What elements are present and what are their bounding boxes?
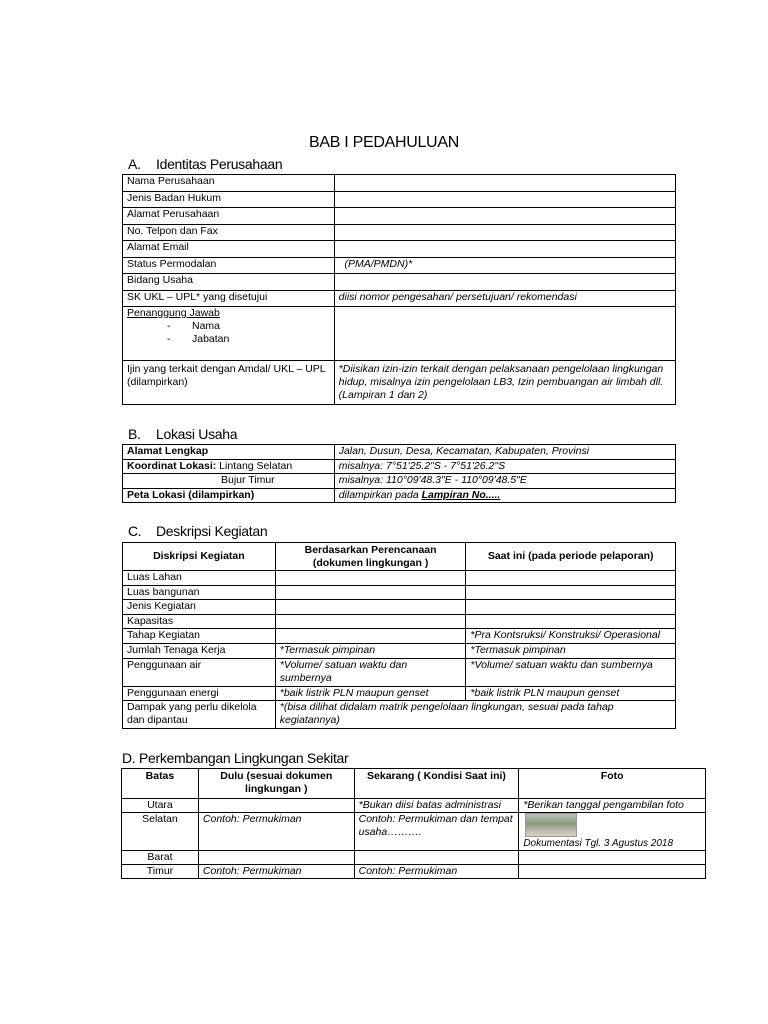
col-header: Sekarang ( Kondisi Saat ini) xyxy=(354,769,519,799)
row-value xyxy=(334,241,675,258)
lintang-label: Lintang Selatan xyxy=(216,459,293,472)
row-label: Kapasitas xyxy=(123,614,276,629)
row-plan: *Volume/ satuan waktu dan sumbernya xyxy=(275,658,466,686)
section-d-heading: D. Perkembangan Lingkungan Sekitar xyxy=(122,750,349,766)
table-row xyxy=(123,474,676,489)
dulu-cell: Contoh: Permukiman xyxy=(198,865,354,879)
dulu-cell xyxy=(198,799,354,813)
alamat-label: Alamat Lengkap xyxy=(123,445,335,460)
row-plan xyxy=(275,571,466,586)
batas-cell: Barat xyxy=(122,851,199,865)
foto-cell xyxy=(519,851,706,865)
table-row xyxy=(123,361,676,405)
alamat-value: Jalan, Dusun, Desa, Kecamatan, Kabupaten, Provinsi xyxy=(334,445,675,460)
dampak-value: *(bisa dilihat didalam matrik pengelolaan lingkungan, sesuai pada tahap kegiatannya) xyxy=(275,701,675,729)
page-title: BAB I PEDAHULUAN xyxy=(309,134,459,151)
koordinat-label: Koordinat Lokasi: xyxy=(127,459,217,472)
lintang-value: misalnya: 7°51'25.2"S - 7°51'26.2"S xyxy=(334,459,675,474)
batas-cell: Selatan xyxy=(122,813,199,851)
col-header: Dulu (sesuai dokumen lingkungan ) xyxy=(198,769,354,799)
row-label: Jenis Kegiatan xyxy=(123,600,276,615)
foto-cell xyxy=(519,813,706,851)
row-now xyxy=(466,614,676,629)
foto-cell xyxy=(519,865,706,879)
sekarang-cell: Contoh: Permukiman dan tempat usaha………. xyxy=(354,813,519,851)
table-row xyxy=(123,208,676,225)
batas-cell: Timur xyxy=(122,865,199,879)
row-label: Alamat Perusahaan xyxy=(123,208,335,225)
lingkungan-table xyxy=(121,768,706,879)
row-label: Jumlah Tenaga Kerja xyxy=(123,643,276,658)
bujur-label: Bujur Timur xyxy=(123,474,335,489)
penanggung-jawab-label: Penanggung Jawab xyxy=(127,307,220,319)
row-plan: *Termasuk pimpinan xyxy=(275,643,466,658)
table-header-row xyxy=(123,543,676,571)
section-a-title: Identitas Perusahaan xyxy=(156,156,283,172)
site-photo xyxy=(525,813,577,837)
table-row xyxy=(123,686,676,701)
dampak-label: Dampak yang perlu dikelola dan dipantau xyxy=(123,701,276,729)
sekarang-cell: *Bukan diisi batas administrasi xyxy=(354,799,519,813)
row-now: *Pra Kontsruksi/ Konstruksi/ Operasional xyxy=(466,629,676,644)
table-row xyxy=(122,813,706,851)
table-row xyxy=(122,799,706,813)
row-label: Penggunaan energi xyxy=(123,686,276,701)
section-b-title: Lokasi Usaha xyxy=(156,426,238,442)
section-c-heading xyxy=(128,523,267,539)
table-row xyxy=(123,629,676,644)
row-value xyxy=(334,191,675,208)
table-row xyxy=(122,851,706,865)
table-row xyxy=(123,290,676,307)
row-label: SK UKL – UPL* yang disetujui xyxy=(123,290,335,307)
section-b-number: B. xyxy=(128,426,141,442)
table-header-row xyxy=(122,769,706,799)
table-row xyxy=(123,274,676,291)
row-value xyxy=(334,307,675,361)
pj-sub-nama: - Nama xyxy=(167,320,221,332)
ijin-label: Ijin yang terkait dengan Amdal/ UKL – UPL (dilampirkan) xyxy=(123,361,335,405)
section-c-number: C. xyxy=(128,523,142,539)
pj-sub-jabatan: - Jabatan xyxy=(167,333,230,345)
ijin-value: *Diisikan izin-izin terkait dengan pelaksanaan pengelolaan lingkungan hidup, misalnya izin pengelolaan LB3, Izin pembuangan air limbah dll. (Lampiran 1 dan 2) xyxy=(334,361,675,405)
table-row xyxy=(123,585,676,600)
row-now xyxy=(466,571,676,586)
table-row xyxy=(123,600,676,615)
dulu-cell xyxy=(198,851,354,865)
section-c-title: Deskripsi Kegiatan xyxy=(156,523,268,539)
row-value: diisi nomor pengesahan/ persetujuan/ rekomendasi xyxy=(334,290,675,307)
table-row xyxy=(123,224,676,241)
table-row xyxy=(123,307,676,361)
table-row xyxy=(123,658,676,686)
row-label: Tahap Kegiatan xyxy=(123,629,276,644)
table-row xyxy=(123,488,676,503)
table-row xyxy=(123,614,676,629)
table-row xyxy=(123,701,676,729)
table-row xyxy=(123,445,676,460)
table-row xyxy=(123,459,676,474)
row-plan xyxy=(275,614,466,629)
row-now xyxy=(466,600,676,615)
sekarang-cell xyxy=(354,851,519,865)
col-header: Diskripsi Kegiatan xyxy=(123,543,276,571)
penanggung-jawab-cell xyxy=(123,307,335,361)
table-row xyxy=(123,643,676,658)
row-value xyxy=(334,208,675,225)
row-label: Penggunaan air xyxy=(123,658,276,686)
row-label: Luas Lahan xyxy=(123,571,276,586)
row-plan: *baik listrik PLN maupun genset xyxy=(275,686,466,701)
row-label: Jenis Badan Hukum xyxy=(123,191,335,208)
row-label: No. Telpon dan Fax xyxy=(123,224,335,241)
row-label: Bidang Usaha xyxy=(123,274,335,291)
section-b-heading xyxy=(128,426,237,442)
batas-cell: Utara xyxy=(122,799,199,813)
deskripsi-table xyxy=(122,542,676,729)
koordinat-cell xyxy=(123,459,335,474)
table-row xyxy=(123,191,676,208)
row-value xyxy=(334,224,675,241)
lampiran-ref: Lampiran No..... xyxy=(421,488,501,501)
row-value xyxy=(334,175,675,192)
bujur-value: misalnya: 110°09'48.3"E - 110°09'48.5"E xyxy=(334,474,675,489)
peta-label: Peta Lokasi (dilampirkan) xyxy=(123,488,335,503)
row-now: *Termasuk pimpinan xyxy=(466,643,676,658)
section-a-heading xyxy=(128,156,282,172)
col-header: Berdasarkan Perencanaan (dokumen lingkungan ) xyxy=(275,543,466,571)
table-row xyxy=(122,865,706,879)
row-label: Nama Perusahaan xyxy=(123,175,335,192)
table-row xyxy=(123,257,676,274)
row-label: Status Permodalan xyxy=(123,257,335,274)
row-value xyxy=(334,274,675,291)
sekarang-cell: Contoh: Permukiman xyxy=(354,865,519,879)
row-plan xyxy=(275,600,466,615)
peta-value: dilampirkan pada Lampiran No..... xyxy=(334,488,675,503)
col-header: Foto xyxy=(519,769,706,799)
col-header: Saat ini (pada periode pelaporan) xyxy=(466,543,676,571)
row-now xyxy=(466,585,676,600)
table-row xyxy=(123,175,676,192)
row-plan xyxy=(275,629,466,644)
lokasi-table xyxy=(122,444,676,503)
row-plan xyxy=(275,585,466,600)
photo-caption: Dokumentasi Tgl. 3 Agustus 2018 xyxy=(523,838,674,849)
identitas-table xyxy=(122,174,676,405)
section-a-number: A. xyxy=(128,156,141,172)
col-header: Batas xyxy=(122,769,199,799)
table-row xyxy=(123,241,676,258)
foto-cell: *Berikan tanggal pengambilan foto xyxy=(519,799,706,813)
row-label: Alamat Email xyxy=(123,241,335,258)
row-now: *Volume/ satuan waktu dan sumbernya xyxy=(466,658,676,686)
dulu-cell: Contoh: Permukiman xyxy=(198,813,354,851)
table-row xyxy=(123,571,676,586)
row-value: (PMA/PMDN)* xyxy=(334,257,675,274)
row-label: Luas bangunan xyxy=(123,585,276,600)
row-now: *baik listrik PLN maupun genset xyxy=(466,686,676,701)
